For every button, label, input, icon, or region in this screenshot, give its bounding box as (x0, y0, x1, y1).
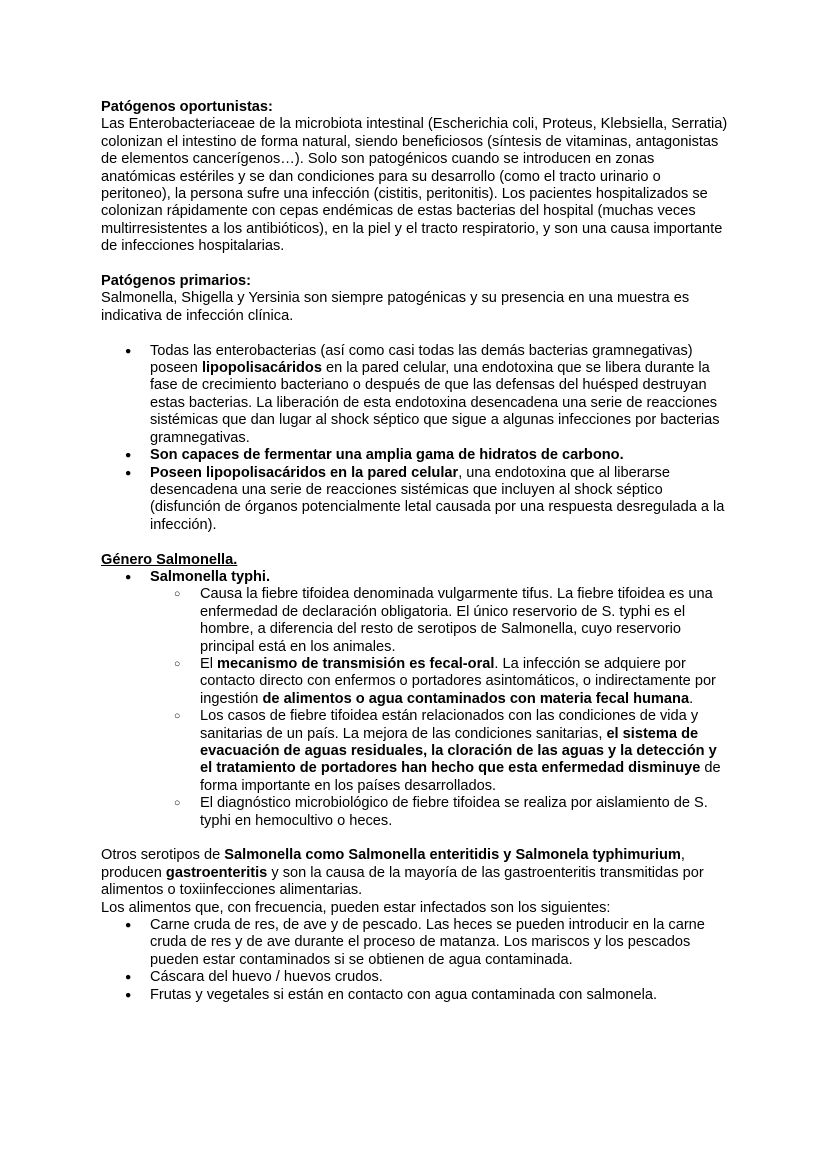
typhi-sublist (101, 586, 731, 830)
characteristics-list (101, 343, 731, 534)
paragraph-primarios: Salmonella, Shigella y Yersinia son siempre patogénicas y su presencia en una muestra es indicativa de infección clínica. (101, 290, 690, 324)
list-item: ○ El diagnóstico microbiológico de fiebre tifoidea se realiza por aislamiento de S. typhi en hemocultivo o heces. (101, 795, 731, 830)
heading-primarios: Patógenos primarios: (101, 273, 252, 290)
list-item: ● Todas las enterobacterias (así como casi todas las demás bacterias gramnegativas) poseen lipopolisacáridos en la pared celular, una endotoxina que se libera durante la fase de crecimiento bacteriano o después de que las defensas del huésped destruyan estas bacterias. La liberación de esta endotoxina desencadena una serie de reacciones sistémicas que dan lugar al shock séptico que sigue a algunas infecciones por bacterias gramnegativas. (101, 343, 731, 447)
paragraph-oportunistas: Las Enterobacteriaceae de la microbiota intestinal (Escherichia coli, Proteus, Klebsiella, Serratia) colonizan el intestino de forma natural, siendo beneficiosos (síntesis de vitaminas, antagonistas de elementos cancerígenos…). Solo son patogénicos cuando se introducen en zonas anatómicas estériles y se dan condiciones para su desarrollo (como el tracto urinario o peritoneo), la persona sufre una infección (cistitis, peritonitis). Los pacientes hospitalizados se colonizan rápidamente con cepas endémicas de estas bacterias del hospital (muchas veces multirresistentes a los antibióticos), en la piel y el tracto respiratorio, y son una causa importante de infecciones hospitalarias. (101, 116, 728, 255)
spacer (101, 830, 731, 847)
list-item: ● Poseen lipopolisacáridos en la pared celular, una endotoxina que al liberarse desencadena una serie de reacciones sistémicas que incluyen al shock séptico (disfunción de órganos potencialmente letal causada por una respuesta desregulada a la infección). (101, 465, 731, 535)
list-item: ○ El mecanismo de transmisión es fecal-oral. La infección se adquiere por contacto directo con enfermos o portadores asintomáticos, o indirectamente por ingestión de alimentos o agua contaminados con materia fecal humana. (101, 656, 731, 708)
list-item: ● Cáscara del huevo / huevos crudos. (101, 969, 731, 986)
genus-list (101, 569, 731, 586)
heading-genero-salmonella: Género Salmonella. (101, 551, 238, 568)
heading-oportunistas: Patógenos oportunistas: (101, 99, 273, 115)
list-item: ● Carne cruda de res, de ave y de pescado. Las heces se pueden introducir en la carne cruda de res y de ave durante el proceso de matanza. Los mariscos y los pescados pueden estar contaminados si se obtienen de agua contaminada. (101, 917, 731, 969)
list-item: ● Salmonella typhi. (101, 569, 731, 586)
list-item: ○ Causa la fiebre tifoidea denominada vulgarmente tifus. La fiebre tifoidea es una enfermedad de declaración obligatoria. El único reservorio de S. typhi es el hombre, a diferencia del resto de serotipos de Salmonella, cuyo reservorio principal está en los animales. (101, 586, 731, 656)
paragraph-alimentos: Los alimentos que, con frecuencia, pueden estar infectados son los siguientes: (101, 899, 611, 916)
spacer (101, 256, 731, 273)
paragraph-otros-serotipos: Otros serotipos de Salmonella como Salmonella enteritidis y Salmonela typhimurium, producen gastroenteritis y son la causa de la mayoría de las gastroenteritis transmitidas por alimentos o toxiinfecciones alimentarias. (101, 847, 704, 899)
foods-list (101, 917, 731, 1004)
spacer (101, 534, 731, 551)
list-item: ● Frutas y vegetales si están en contacto con agua contaminada con salmonela. (101, 987, 731, 1004)
list-item: ● Son capaces de fermentar una amplia gama de hidratos de carbono. (101, 447, 731, 464)
spacer (101, 325, 731, 342)
list-item: ○ Los casos de fiebre tifoidea están relacionados con las condiciones de vida y sanitarias de un país. La mejora de las condiciones sanitarias, el sistema de evacuación de aguas residuales, la cloración de las aguas y la detección y el tratamiento de portadores han hecho que esta enfermedad disminuye de forma importante en los países desarrollados. (101, 708, 731, 795)
document-content (101, 99, 731, 1004)
